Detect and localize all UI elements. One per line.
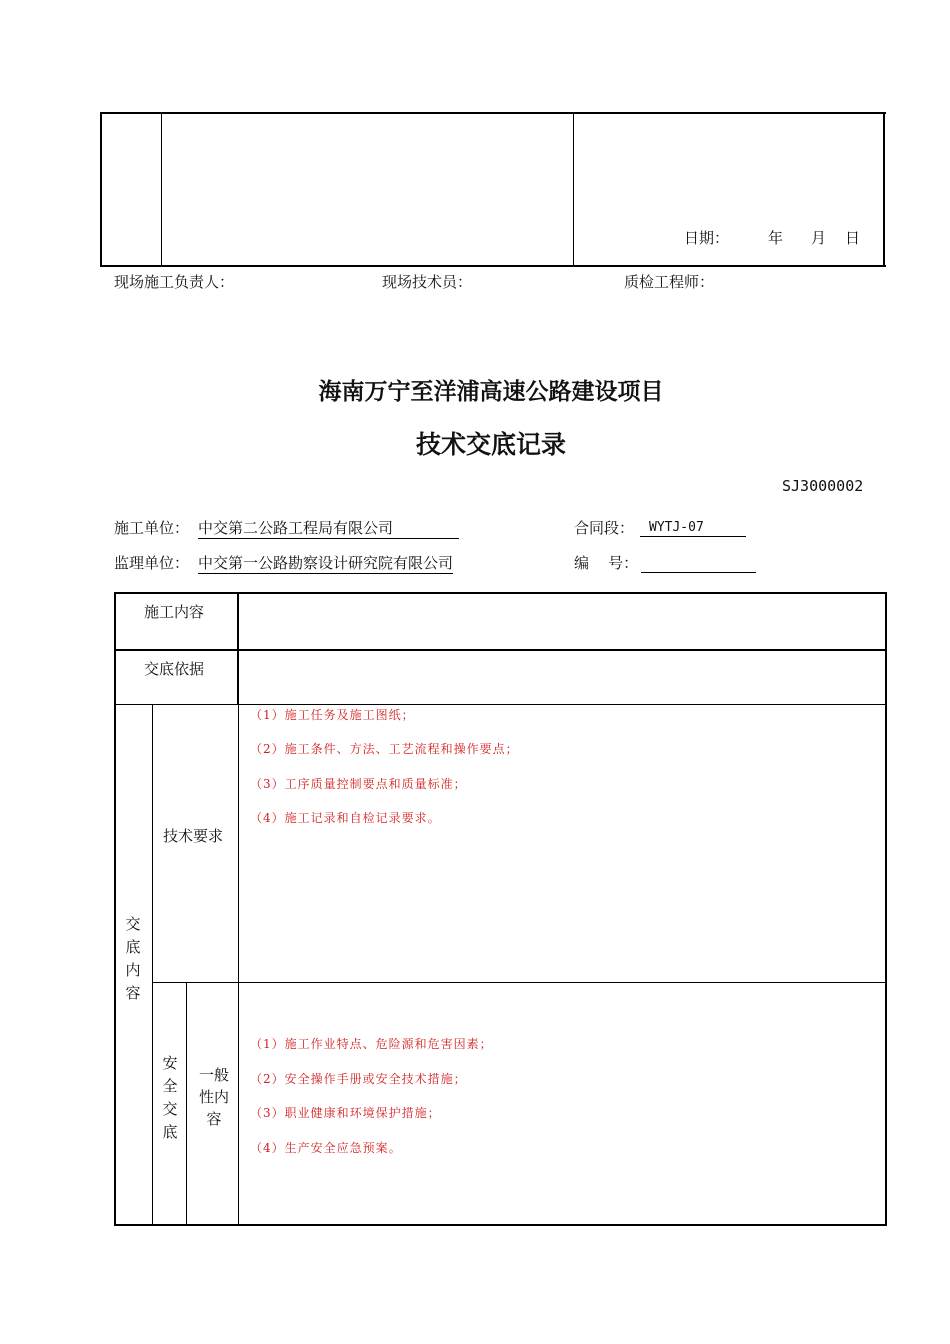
- contractor-value: [198, 521, 459, 539]
- date-month: 月: [811, 229, 827, 247]
- supervisor-value-text: 中交第一公路勘察设计研究院有限公司: [198, 554, 454, 572]
- safety-item: （3）职业健康和环境保护措施；: [250, 1106, 441, 1120]
- site-manager-label: 现场施工负责人：: [114, 273, 235, 291]
- safety-item: （2）安全操作手册或安全技术措施；: [250, 1072, 467, 1086]
- tech-item: （1）施工任务及施工图纸；: [250, 708, 415, 722]
- date-year: 年: [768, 229, 784, 247]
- date-label: 日期：: [684, 229, 730, 247]
- disclosure-char: 容: [125, 984, 141, 1002]
- safety-char: 交: [162, 1100, 178, 1118]
- safety-char: 底: [162, 1123, 178, 1141]
- date-day: 日: [845, 229, 861, 247]
- qc-engineer-label: 质检工程师：: [624, 273, 715, 291]
- document-title: 技术交底记录: [415, 430, 566, 459]
- general-line: 性内: [198, 1088, 229, 1106]
- safety-char: 全: [162, 1077, 178, 1095]
- document-code: SJ3000002: [782, 477, 864, 495]
- site-technician-label: 现场技术员：: [382, 273, 473, 291]
- general-line: 容: [206, 1110, 222, 1128]
- general-content-label: [194, 1064, 234, 1130]
- number-label: 编 号：: [574, 554, 639, 572]
- disclosure-char: 内: [125, 961, 141, 979]
- general-line: 一般: [198, 1066, 229, 1084]
- project-title: 海南万宁至洋浦高速公路建设项目: [318, 379, 664, 405]
- contract-value: [640, 521, 746, 537]
- safety-disclosure-label: [162, 1052, 178, 1144]
- contract-label: 合同段：: [574, 519, 635, 537]
- disclosure-char: 底: [125, 938, 141, 956]
- supervisor-value: [198, 556, 453, 574]
- safety-item: （4）生产安全应急预案。: [250, 1141, 402, 1155]
- safety-item: （1）施工作业特点、危险源和危害因素；: [250, 1037, 493, 1051]
- safety-char: 安: [162, 1054, 178, 1072]
- tech-item: （3）工序质量控制要点和质量标准；: [250, 777, 467, 791]
- tech-requirements-label: 技术要求: [163, 827, 224, 845]
- contractor-label: 施工单位：: [114, 519, 190, 537]
- tech-item: （4）施工记录和自检记录要求。: [250, 811, 441, 825]
- disclosure-content-label: [125, 913, 141, 1005]
- supervisor-label: 监理单位：: [114, 554, 190, 572]
- number-blank: [641, 572, 756, 573]
- construction-content-label: 施工内容: [144, 603, 205, 621]
- basis-label: 交底依据: [144, 660, 205, 678]
- disclosure-char: 交: [125, 915, 141, 933]
- disclosure-table: [114, 592, 888, 1226]
- contract-value-text: WYTJ-07: [640, 521, 746, 537]
- contractor-value-text: 中交第二公路工程局有限公司: [198, 521, 459, 539]
- tech-item: （2）施工条件、方法、工艺流程和操作要点；: [250, 742, 519, 756]
